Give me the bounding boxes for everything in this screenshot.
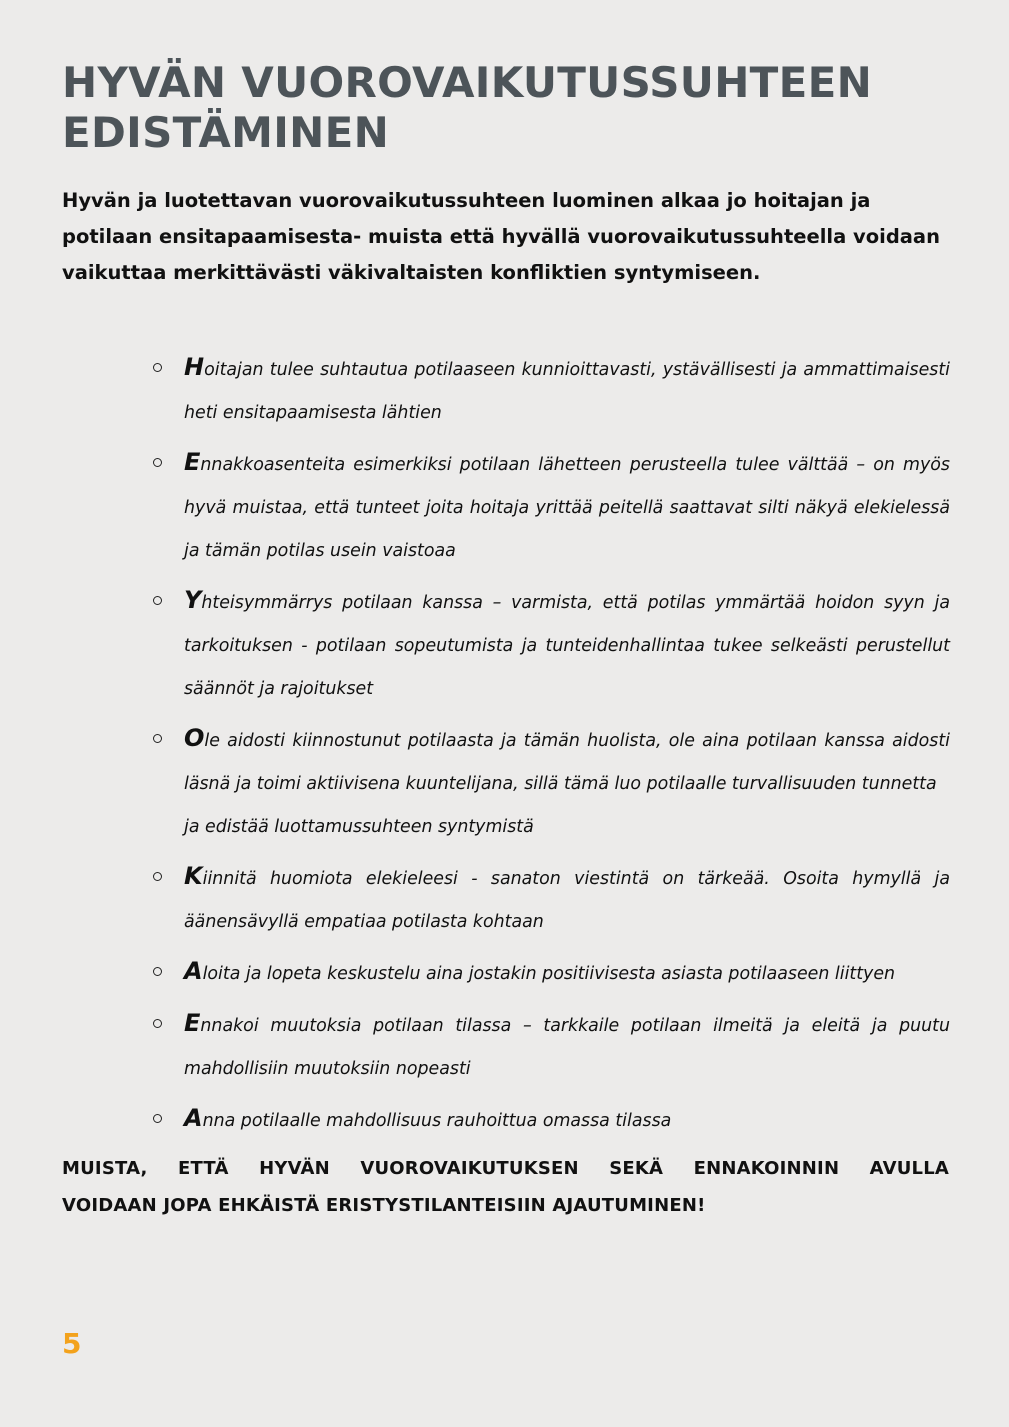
list-item: [150, 579, 950, 711]
bullet-line: hyvä muistaa, että tunteet joita hoitaja yrittää peitellä saattavat silti näkyä elekielessä: [184, 498, 950, 518]
bullet-line: [184, 950, 950, 996]
list-item: [150, 1002, 950, 1091]
bullet-initial: H: [184, 353, 205, 381]
bullet-line: [184, 579, 950, 625]
bullet-line: säännöt ja rajoitukset: [184, 679, 374, 699]
bullet-text: nnakkoasenteita esimerkiksi potilaan lähetteen perusteella tulee välttää – on myös: [200, 455, 950, 475]
list-item: [150, 950, 950, 996]
circle-bullet-icon: [153, 1114, 162, 1123]
bullet-line: [184, 717, 950, 763]
list-item: [150, 855, 950, 944]
bullet-line: ja edistää luottamussuhteen syntymistä: [184, 817, 534, 837]
intro-line: Hyvän ja luotettavan vuorovaikutussuhteen luominen alkaa jo hoitajan ja: [62, 189, 871, 212]
bullet-initial: K: [184, 862, 203, 890]
bullet-text: nnakoi muutoksia potilaan tilassa – tarkkaile potilaan ilmeitä ja eleitä ja puutu: [200, 1016, 950, 1036]
bullet-line: tarkoituksen - potilaan sopeutumista ja tunteidenhallintaa tukee selkeästi perustellut: [184, 636, 950, 656]
bullet-line: heti ensitapaamisesta lähtien: [184, 403, 442, 423]
circle-bullet-icon: [153, 1019, 162, 1028]
page-number: 5: [62, 1327, 82, 1360]
closing-reminder-line: MUISTA, ETTÄ HYVÄN VUOROVAIKUTUKSEN SEKÄ ENNAKOINNIN AVULLA: [62, 1158, 949, 1179]
circle-bullet-icon: [153, 458, 162, 467]
bullet-initial: A: [184, 957, 203, 985]
circle-bullet-icon: [153, 734, 162, 743]
bullet-line: [184, 346, 950, 392]
bullet-text: oitajan tulee suhtautua potilaaseen kunnioittavasti, ystävällisesti ja ammattimaisesti: [204, 360, 950, 380]
list-item: [150, 441, 950, 573]
page-title-line-1: HYVÄN VUOROVAIKUTUSSUHTEEN: [62, 58, 873, 107]
bullet-initial: E: [184, 1009, 201, 1037]
closing-reminder-line: VOIDAAN JOPA EHKÄISTÄ ERISTYSTILANTEISIIN AJAUTUMINEN!: [62, 1195, 706, 1216]
bullet-line: [184, 1002, 950, 1048]
page-title: [62, 58, 962, 158]
bullet-line: äänensävyllä empatiaa potilasta kohtaan: [184, 912, 544, 932]
acrostic-bullet-list: [150, 346, 950, 1149]
intro-line: potilaan ensitapaamisesta- muista että hyvällä vuorovaikutussuhteella voidaan: [62, 225, 940, 248]
intro-line: vaikuttaa merkittävästi väkivaltaisten konfliktien syntymiseen.: [62, 261, 761, 284]
bullet-line: läsnä ja toimi aktiivisena kuuntelijana, sillä tämä luo potilaalle turvallisuuden tunnetta: [184, 774, 937, 794]
circle-bullet-icon: [153, 872, 162, 881]
bullet-text: le aidosti kiinnostunut potilaasta ja tämän huolista, ole aina potilaan kanssa aidosti: [204, 731, 950, 751]
intro-paragraph: [62, 183, 952, 291]
bullet-text: hteisymmärrys potilaan kanssa – varmista, että potilas ymmärtää hoidon syyn ja: [201, 593, 950, 613]
bullet-line: [184, 1097, 950, 1143]
bullet-initial: A: [184, 1104, 203, 1132]
bullet-initial: Y: [184, 586, 202, 614]
bullet-initial: E: [184, 448, 201, 476]
page-title-line-2: EDISTÄMINEN: [62, 108, 390, 157]
circle-bullet-icon: [153, 596, 162, 605]
bullet-line: ja tämän potilas usein vaistoaa: [184, 541, 456, 561]
closing-reminder: [62, 1150, 949, 1224]
bullet-initial: O: [184, 724, 205, 752]
bullet-text: nna potilaalle mahdollisuus rauhoittua omassa tilassa: [202, 1111, 672, 1131]
circle-bullet-icon: [153, 967, 162, 976]
circle-bullet-icon: [153, 363, 162, 372]
bullet-line: mahdollisiin muutoksiin nopeasti: [184, 1059, 471, 1079]
bullet-text: loita ja lopeta keskustelu aina jostakin positiivisesta asiasta potilaaseen liittyen: [202, 964, 896, 984]
bullet-line: [184, 855, 950, 901]
list-item: [150, 717, 950, 849]
bullet-line: [184, 441, 950, 487]
bullet-text: iinnitä huomiota elekieleesi - sanaton viestintä on tärkeää. Osoita hymyllä ja: [202, 869, 950, 889]
list-item: [150, 346, 950, 435]
list-item: [150, 1097, 950, 1143]
